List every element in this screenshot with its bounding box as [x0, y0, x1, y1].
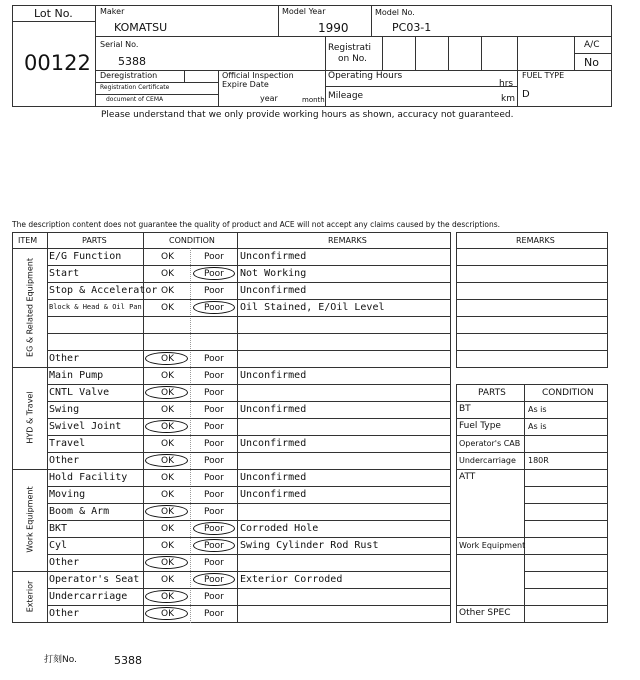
poor-circle-mark — [193, 573, 235, 586]
fuel-type-value: D — [522, 89, 530, 100]
row-divider — [47, 350, 451, 351]
row-divider — [47, 452, 451, 453]
remark-text: Unconfirmed — [240, 370, 307, 381]
registration-certificate-label: Registration Certificate — [100, 84, 170, 91]
remark-text: Exterior Corroded — [240, 574, 343, 585]
group-divider — [12, 367, 451, 368]
hrs-label: hrs — [499, 79, 514, 89]
km-label: km — [501, 94, 515, 104]
row-divider — [47, 265, 451, 266]
part-name: BKT — [49, 523, 68, 534]
ok-circle-mark — [145, 352, 188, 365]
ok-label: OK — [161, 286, 174, 296]
group-label: EG & Related Equipment — [25, 257, 34, 357]
part-name: Undercarriage — [49, 591, 128, 602]
ok-label: OK — [161, 303, 174, 313]
remark-text: Unconfirmed — [240, 438, 307, 449]
ok-label: OK — [161, 388, 174, 398]
remark-text: Unconfirmed — [240, 404, 307, 415]
part-name: Other — [49, 455, 80, 466]
poor-label: Poor — [204, 303, 224, 313]
group-label: Exterior — [25, 580, 34, 612]
ok-circle-mark — [145, 454, 188, 467]
part-name: Hold Facility — [49, 472, 128, 483]
row-divider — [47, 401, 451, 402]
fuel-type-label: FUEL TYPE — [522, 71, 565, 80]
ok-label: OK — [161, 269, 174, 279]
parts-column-header: PARTS — [478, 388, 506, 398]
row-divider — [47, 588, 451, 589]
group-divider — [12, 571, 451, 572]
poor-label: Poor — [204, 405, 224, 415]
ok-label: OK — [161, 473, 174, 483]
part-name: Other — [49, 353, 80, 364]
ok-label: OK — [161, 609, 174, 619]
ok-circle-mark — [145, 420, 188, 433]
ok-label: OK — [161, 405, 174, 415]
year-label: year — [260, 94, 278, 103]
document-cema-label: document of CEMA — [106, 96, 164, 103]
ok-label: OK — [161, 439, 174, 449]
poor-label: Poor — [204, 575, 224, 585]
ok-label: OK — [161, 422, 174, 432]
model-no-value: PC03-1 — [392, 21, 432, 34]
poor-label: Poor — [204, 354, 224, 364]
ok-circle-mark — [145, 556, 188, 569]
part-name: Moving — [49, 489, 86, 500]
poor-label: Poor — [204, 286, 224, 296]
poor-circle-mark — [193, 522, 235, 535]
poor-circle-mark — [193, 267, 235, 280]
part-name: CNTL Valve — [49, 387, 110, 398]
row-divider — [47, 435, 451, 436]
group-divider — [12, 469, 451, 470]
row-divider — [47, 486, 451, 487]
poor-label: Poor — [204, 558, 224, 568]
group-label: Work Equipment — [25, 486, 34, 553]
ok-circle-mark — [145, 505, 188, 518]
right-part-fuel-type: Fuel Type — [459, 421, 501, 431]
right-cond-bt: As is — [528, 405, 547, 414]
part-name: Other — [49, 608, 80, 619]
model-year-label: Model Year — [282, 7, 326, 16]
part-name: Block & Head & Oil Pan — [49, 303, 142, 311]
remark-text: Unconfirmed — [240, 251, 307, 262]
remark-text: Unconfirmed — [240, 489, 307, 500]
work-equipment-label: Work Equipment — [459, 541, 526, 550]
operating-hours-label: Operating Hours — [328, 71, 403, 81]
remark-text: Swing Cylinder Rod Rust — [240, 540, 379, 551]
lot-no-value: 00122 — [24, 51, 91, 75]
other-spec-label: Other SPEC — [459, 608, 511, 618]
poor-label: Poor — [204, 388, 224, 398]
maker-value: KOMATSU — [114, 21, 168, 34]
poor-circle-mark — [193, 539, 235, 552]
remark-text: Not Working — [240, 268, 307, 279]
condition-column-header: CONDITION — [542, 388, 594, 398]
inspection-label-1: Official Inspection — [222, 71, 294, 80]
parts-header: PARTS — [82, 236, 107, 245]
part-name: Travel — [49, 438, 86, 449]
poor-label: Poor — [204, 490, 224, 500]
item-header: ITEM — [18, 236, 38, 245]
ok-label: OK — [161, 456, 174, 466]
ok-label: OK — [161, 592, 174, 602]
lot-no-label: Lot No. — [34, 7, 73, 20]
serial-no-label: Serial No. — [100, 40, 139, 49]
poor-label: Poor — [204, 439, 224, 449]
remark-text: Corroded Hole — [240, 523, 319, 534]
poor-label: Poor — [204, 592, 224, 602]
poor-label: Poor — [204, 473, 224, 483]
row-divider — [47, 605, 451, 606]
inspection-label-2: Expire Date — [222, 80, 269, 89]
ok-circle-mark — [145, 607, 188, 620]
poor-label: Poor — [204, 422, 224, 432]
poor-label: Poor — [204, 269, 224, 279]
ac-value: No — [584, 56, 599, 69]
ok-label: OK — [161, 507, 174, 517]
group-label: HYD & Travel — [25, 391, 34, 444]
ok-label: OK — [161, 252, 174, 262]
ok-label: OK — [161, 541, 174, 551]
part-name: Boom & Arm — [49, 506, 110, 517]
poor-label: Poor — [204, 507, 224, 517]
poor-label: Poor — [204, 371, 224, 381]
working-hours-note: Please understand that we only provide working hours as shown, accuracy not guaranteed. — [101, 110, 514, 120]
row-divider — [47, 282, 451, 283]
part-name: Swing — [49, 404, 80, 415]
right-part-bt: BT — [459, 404, 471, 414]
poor-label: Poor — [204, 609, 224, 619]
row-divider — [47, 316, 451, 317]
maker-label: Maker — [100, 7, 125, 16]
remark-text: Unconfirmed — [240, 472, 307, 483]
ok-label: OK — [161, 575, 174, 585]
right-remarks-header: REMARKS — [516, 236, 555, 245]
row-divider — [47, 503, 451, 504]
part-name: Swivel Joint — [49, 421, 122, 432]
model-no-label: Model No. — [375, 8, 415, 17]
part-name: E/G Function — [49, 251, 122, 262]
right-part-undercarriage: Undercarriage — [459, 456, 516, 465]
row-divider — [47, 520, 451, 521]
row-divider — [47, 333, 451, 334]
part-name: Stop & Accelerator — [49, 285, 158, 296]
right-part-operator-cab: Operator's CAB — [459, 439, 521, 448]
mileage-label: Mileage — [328, 91, 364, 101]
registration-label-2: on No. — [338, 54, 368, 64]
condition-header: CONDITION — [169, 236, 215, 245]
poor-label: Poor — [204, 524, 224, 534]
part-name: Operator's Seat — [49, 574, 140, 585]
right-cond-undercarriage: 180R — [528, 456, 549, 465]
registration-label-1: Registrati — [328, 43, 372, 53]
row-divider — [47, 418, 451, 419]
ok-circle-mark — [145, 590, 188, 603]
ok-label: OK — [161, 524, 174, 534]
ok-circle-mark — [145, 386, 188, 399]
serial-no-value: 5388 — [118, 55, 146, 68]
remark-text: Oil Stained, E/Oil Level — [240, 302, 385, 313]
row-divider — [47, 384, 451, 385]
right-cond-fuel-type: As is — [528, 422, 547, 431]
poor-label: Poor — [204, 541, 224, 551]
poor-label: Poor — [204, 252, 224, 262]
month-label: month — [302, 96, 325, 104]
remark-text: Unconfirmed — [240, 285, 307, 296]
part-name: Start — [49, 268, 80, 279]
deregistration-label: Deregistration — [100, 71, 158, 80]
part-name: Cyl — [49, 540, 68, 551]
disclaimer: The description content does not guarantee the quality of product and ACE will not accept any claims caused by the descriptions. — [12, 220, 501, 229]
att-label: ATT — [459, 472, 476, 482]
stamp-label: 打刻No. — [44, 655, 77, 665]
ok-label: OK — [161, 490, 174, 500]
ok-label: OK — [161, 371, 174, 381]
poor-label: Poor — [204, 456, 224, 466]
row-divider — [47, 299, 451, 300]
row-divider — [47, 554, 451, 555]
remarks-header: REMARKS — [328, 236, 367, 245]
part-name: Other — [49, 557, 80, 568]
model-year-value: 1990 — [318, 21, 349, 35]
ok-label: OK — [161, 354, 174, 364]
ac-label: A/C — [584, 40, 600, 50]
stamp-number: 5388 — [114, 654, 142, 667]
ok-label: OK — [161, 558, 174, 568]
part-name: Main Pump — [49, 370, 104, 381]
poor-circle-mark — [193, 301, 235, 314]
row-divider — [47, 537, 451, 538]
